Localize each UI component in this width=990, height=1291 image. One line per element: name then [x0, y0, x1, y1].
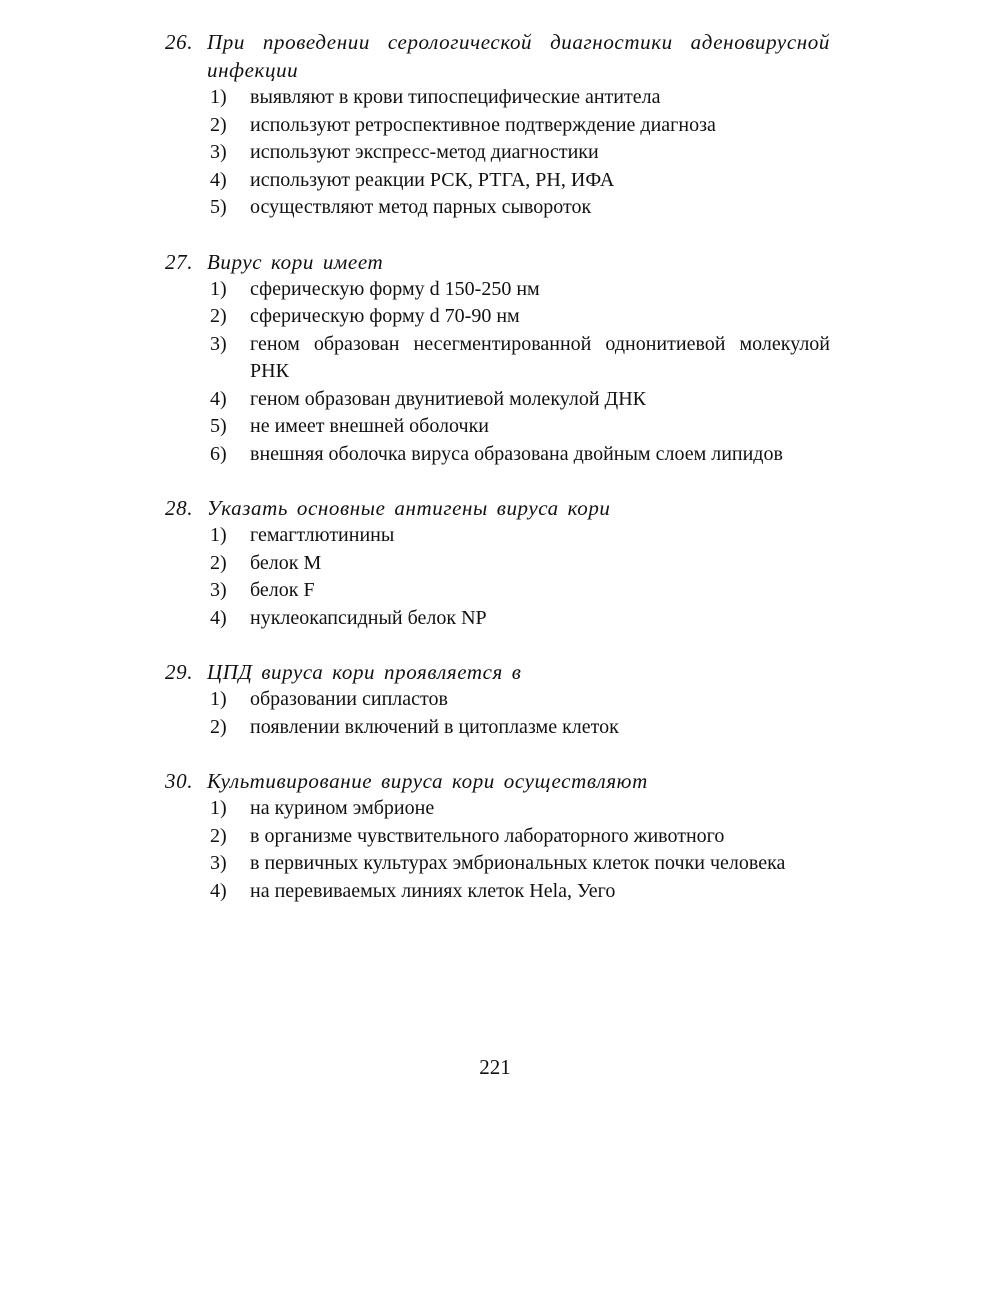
option-number: 2) [210, 824, 227, 847]
option-text: сферическую форму d 150-250 нм [250, 277, 540, 300]
option-text: на курином эмбрионе [250, 797, 435, 819]
option-number: 5) [210, 196, 227, 218]
answer-option [165, 686, 830, 714]
question-title: При проведении серологической диагностики аденовирусной инфекции [207, 30, 830, 82]
question-title: Вирус кори имеет [207, 249, 384, 274]
option-text: используют экспресс-метод диагностики [250, 141, 599, 163]
question-number: 28. [165, 496, 194, 520]
option-text: появлении включений в цитоплазме клеток [250, 715, 619, 738]
questions-list [165, 28, 830, 931]
option-number: 1) [210, 277, 227, 300]
option-text: используют реакции РСК, РТГА, РН, ИФА [250, 168, 615, 191]
question-heading [165, 767, 830, 795]
answer-option [165, 823, 830, 851]
question-28 [165, 494, 830, 632]
option-number: 2) [210, 113, 227, 136]
answer-option [165, 194, 830, 222]
answer-option [165, 303, 830, 331]
option-text: внешняя оболочка вируса образована двойным слоем липидов [250, 442, 783, 465]
option-number: 4) [210, 387, 227, 410]
answer-option [165, 386, 830, 414]
option-number: 2) [210, 305, 227, 327]
answer-option [165, 550, 830, 578]
option-number: 3) [210, 852, 227, 874]
option-number: 4) [210, 168, 227, 191]
question-title: Культивирование вируса кори осуществляют [207, 769, 648, 793]
option-text: гемагтлютинины [250, 524, 395, 546]
answer-option [165, 850, 830, 878]
option-text: на перевиваемых линиях клеток Hela, Уего [250, 879, 616, 902]
question-heading [165, 28, 830, 84]
question-number: 26. [165, 30, 194, 54]
option-number: 4) [210, 879, 227, 902]
option-number: 4) [210, 606, 227, 629]
option-number: 2) [210, 551, 227, 574]
option-text: нуклеокапсидный белок NP [250, 606, 487, 629]
option-number: 6) [210, 442, 227, 465]
answer-option [165, 605, 830, 633]
option-number: 2) [210, 715, 227, 738]
question-number: 30. [165, 769, 194, 793]
option-text: белок М [250, 551, 322, 574]
question-heading [165, 658, 830, 686]
option-text: осуществляют метод парных сывороток [250, 196, 592, 218]
answer-options [165, 276, 830, 469]
option-text: в первичных культурах эмбриональных клеток почки человека [250, 852, 786, 874]
answer-options [165, 84, 830, 222]
option-text: не имеет внешней оболочки [250, 415, 489, 437]
option-number: 3) [210, 332, 227, 355]
option-number: 1) [210, 524, 227, 546]
option-number: 1) [210, 797, 227, 819]
option-text: геном образован двунитиевой молекулой ДНК [250, 387, 646, 410]
option-text: в организме чувствительного лабораторного животного [250, 824, 725, 847]
question-heading [165, 248, 830, 276]
answer-option [165, 878, 830, 906]
option-text: сферическую форму d 70-90 нм [250, 305, 520, 327]
page-number: 221 [479, 1055, 511, 1079]
question-27 [165, 248, 830, 469]
option-text: геном образован несегментированной однонитиевой молекулой РНК [250, 332, 830, 382]
question-number: 29. [165, 660, 194, 684]
answer-option [165, 795, 830, 823]
option-number: 3) [210, 579, 227, 601]
option-number: 1) [210, 86, 227, 108]
answer-option [165, 276, 830, 304]
answer-option [165, 84, 830, 112]
option-text: белок F [250, 579, 315, 601]
answer-options [165, 795, 830, 905]
option-number: 3) [210, 141, 227, 163]
question-30 [165, 767, 830, 905]
option-text: образовании сипластов [250, 688, 448, 710]
option-text: выявляют в крови типоспецифические антитела [250, 86, 661, 108]
question-26 [165, 28, 830, 222]
answer-option [165, 139, 830, 167]
answer-option [165, 167, 830, 195]
answer-option [165, 112, 830, 140]
question-number: 27. [165, 249, 194, 274]
answer-option [165, 522, 830, 550]
option-text: используют ретроспективное подтверждение диагноза [250, 113, 716, 136]
answer-options [165, 686, 830, 741]
answer-option [165, 577, 830, 605]
question-heading [165, 494, 830, 522]
answer-option [165, 441, 830, 469]
question-title: Указать основные антигены вируса кори [207, 496, 611, 520]
answer-options [165, 522, 830, 632]
question-title: ЦПД вируса кори проявляется в [207, 660, 522, 684]
option-number: 5) [210, 415, 227, 437]
answer-option [165, 413, 830, 441]
question-29 [165, 658, 830, 741]
answer-option [165, 714, 830, 742]
answer-option [165, 331, 830, 386]
option-number: 1) [210, 688, 227, 710]
